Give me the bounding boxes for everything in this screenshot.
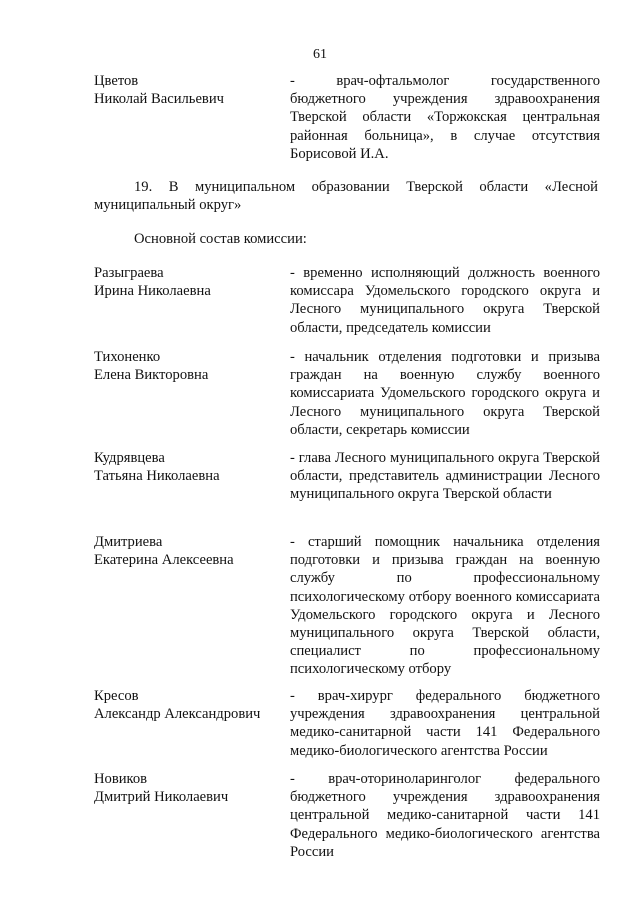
- member-role: - врач-хирург федерального бюджетного учреждения здравоохранения центральной медико-санитарной части 141 Федерального медико-биологического агентства России: [290, 688, 600, 759]
- member-name: [94, 348, 284, 384]
- section-subheading: Основной состав комиссии:: [134, 231, 307, 247]
- member-given-name: Елена Викторовна: [94, 367, 209, 384]
- member-surname: Цветов: [94, 73, 139, 89]
- member-name: [94, 533, 284, 569]
- member-name: [94, 687, 284, 723]
- member-name: [94, 449, 284, 485]
- section-heading: 19. В муниципальном образовании Тверской области «Лесной муниципальный округ»: [94, 179, 598, 214]
- member-role: - врач-офтальмолог государственного бюджетного учреждения здравоохранения Тверской области «Торжокская центральная районная больница», в случае отсутствия Борисовой И.А.: [290, 73, 600, 162]
- member-surname: Кресов: [94, 688, 139, 704]
- member-given-name: Ирина Николаевна: [94, 283, 211, 300]
- member-role: - врач-оториноларинголог федерального бюджетного учреждения здравоохранения центральной медико-санитарной части 141 Федерального медико-биологического агентства России: [290, 771, 600, 860]
- member-role: - старший помощник начальника отделения подготовки и призыва граждан на военную службу по профессиональному психологическому отбору военного комиссариата Удомельского городского округа и Лесного муниципального округа Тверской области, специалист по профессиональному психологическому отбору: [290, 534, 600, 678]
- member-given-name: Дмитрий Николаевич: [94, 789, 229, 806]
- member-surname: Разыграева: [94, 265, 164, 281]
- member-name: [94, 72, 284, 108]
- member-surname: Дмитриева: [94, 534, 163, 550]
- member-name: [94, 264, 284, 300]
- member-given-name: Александр Александрович: [94, 706, 261, 723]
- member-given-name: Николай Васильевич: [94, 91, 224, 108]
- page-number: 61: [313, 47, 327, 62]
- member-role: - начальник отделения подготовки и призыва граждан на военную службу военного комиссариата Удомельского городского округа и Лесного муниципального округа Тверской области, секретарь комиссии: [290, 349, 600, 438]
- member-role: - временно исполняющий должность военного комиссара Удомельского городского округа и Лесного муниципального округа Тверской области, председатель комиссии: [290, 265, 600, 336]
- member-surname: Новиков: [94, 771, 148, 787]
- member-given-name: Екатерина Алексеевна: [94, 552, 234, 569]
- member-given-name: Татьяна Николаевна: [94, 468, 220, 485]
- member-surname: Тихоненко: [94, 349, 161, 365]
- member-surname: Кудрявцева: [94, 450, 165, 466]
- member-role: - глава Лесного муниципального округа Тверской области, представитель администрации Лесного муниципального округа Тверской области: [290, 450, 600, 503]
- member-name: [94, 770, 284, 806]
